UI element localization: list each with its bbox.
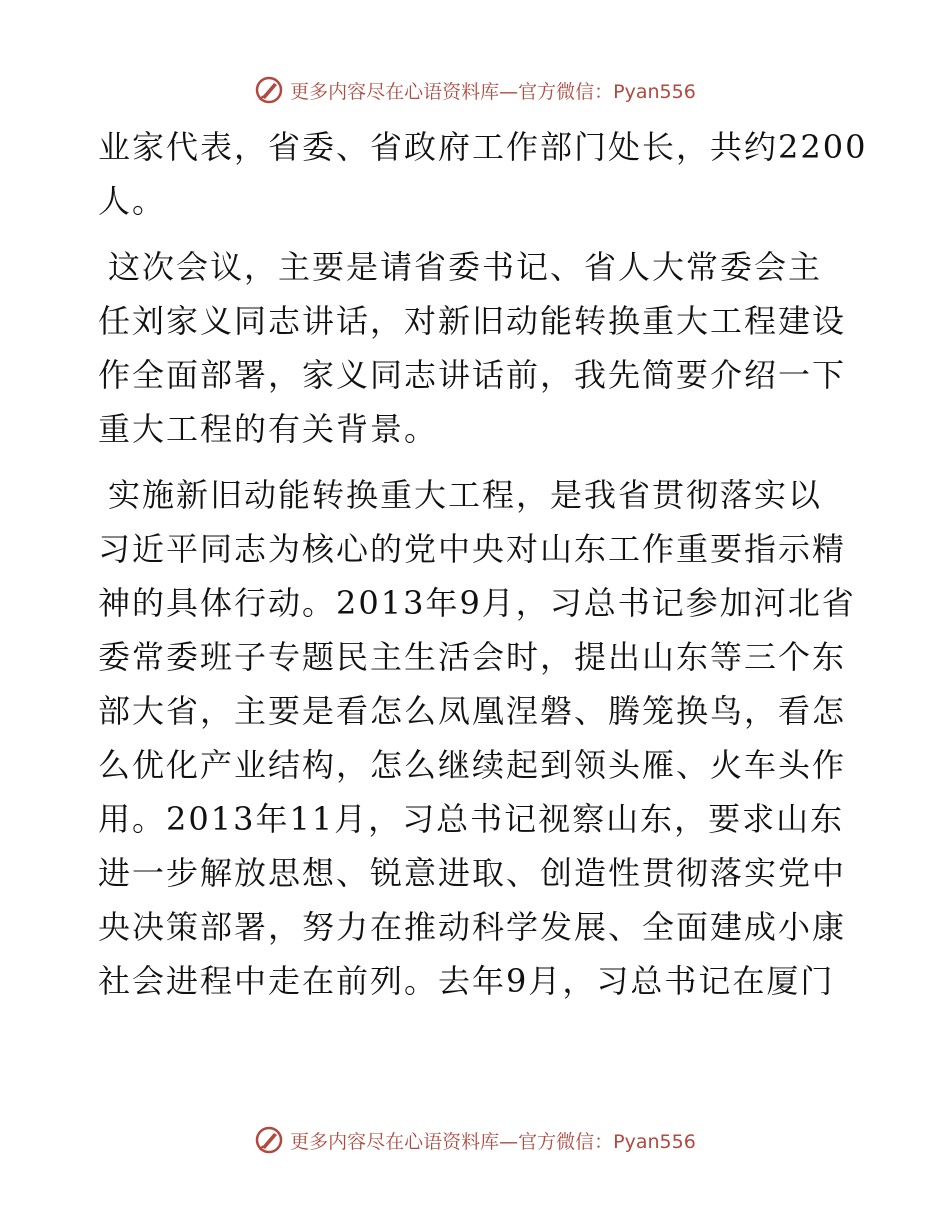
text-line: 重大工程的有关背景。	[98, 410, 439, 448]
watermark-banner-top	[0, 70, 950, 110]
text-line: 委常委班子专题民主生活会时，提出山东等三个东	[98, 638, 847, 676]
text-line: 部大省，主要是看怎么凤凰涅磐、腾笼换鸟，看怎	[98, 692, 847, 730]
text-line: 么优化产业结构，怎么继续起到领头雁、火车头作	[98, 746, 847, 784]
paragraph-3	[98, 468, 858, 1008]
text-line: 神的具体行动。2013年9月，习总书记参加河北省	[98, 584, 856, 622]
text-line: 用。2013年11月，习总书记视察山东，要求山东	[98, 800, 845, 838]
text-line: 央决策部署，努力在推动科学发展、全面建成小康	[98, 908, 847, 946]
text-line: 作全面部署，家义同志讲话前，我先简要介绍一下	[98, 356, 847, 394]
quill-logo-icon	[254, 1125, 284, 1155]
text-line: 任刘家义同志讲话，对新旧动能转换重大工程建设	[98, 302, 847, 340]
text-line: 进一步解放思想、锐意进取、创造性贯彻落实党中	[98, 854, 847, 892]
paragraph-2	[98, 240, 858, 456]
text-line: 这次会议，主要是请省委书记、省人大常委会主	[108, 248, 823, 286]
text-line: 业家代表，省委、省政府工作部门处长，共约2200	[98, 128, 868, 166]
paragraph-1	[98, 120, 868, 228]
document-body	[98, 120, 868, 1020]
quill-logo-icon	[254, 75, 284, 105]
text-line: 实施新旧动能转换重大工程，是我省贯彻落实以	[108, 476, 823, 514]
text-line: 人。	[98, 182, 167, 220]
watermark-text: 更多内容尽在心语资料库—官方微信：Pyan556	[290, 1130, 696, 1153]
watermark-banner-bottom	[0, 1120, 950, 1160]
text-line: 习近平同志为核心的党中央对山东工作重要指示精	[98, 530, 847, 568]
watermark-text: 更多内容尽在心语资料库—官方微信：Pyan556	[290, 80, 696, 103]
text-line: 社会进程中走在前列。去年9月，习总书记在厦门	[98, 962, 835, 1000]
